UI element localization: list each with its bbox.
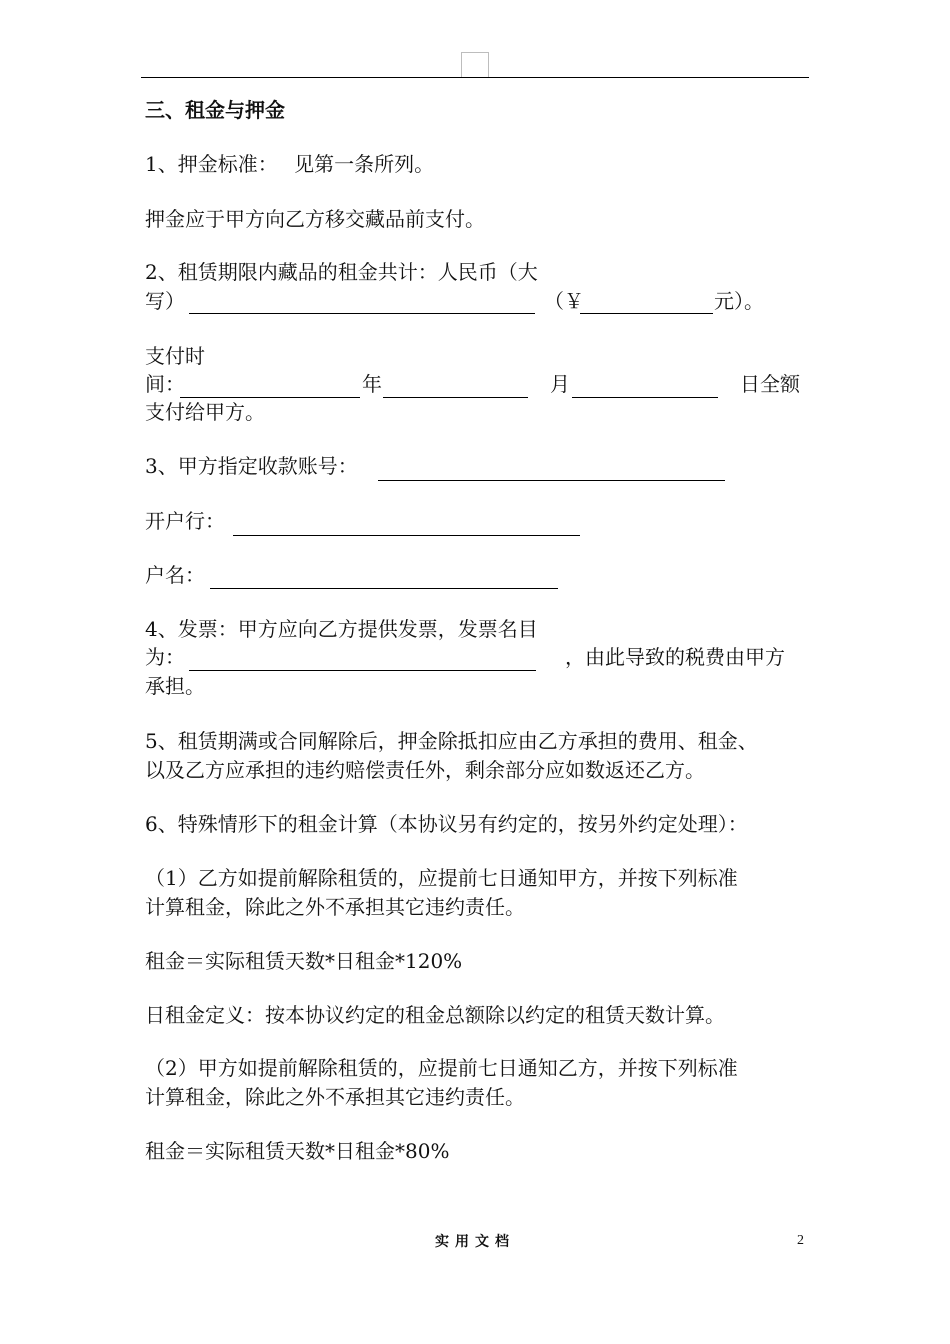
account-label: 3、甲方指定收款账号： — [145, 454, 358, 478]
day-label: 日全额 — [740, 372, 800, 396]
invoice-line3: 承担。 — [145, 674, 205, 698]
bank-name-blank[interactable] — [233, 535, 580, 536]
account-name-label: 户名： — [145, 563, 205, 587]
month-label: 月 — [550, 372, 570, 396]
rent-total-label: 写） — [145, 289, 185, 313]
deposit-return-line1: 5、租赁期满或合同解除后，押金除抵扣应由乙方承担的费用、租金、 — [145, 729, 758, 753]
invoice-line1: 4、发票：甲方应向乙方提供发票，发票名目 — [145, 617, 538, 641]
bank-label: 开户行： — [145, 509, 225, 533]
account-number-blank[interactable] — [378, 480, 725, 481]
daily-rent-definition: 日租金定义：按本协议约定的租金总额除以约定的租赁天数计算。 — [145, 1003, 725, 1027]
clause-2-line2: 计算租金，除此之外不承担其它违约责任。 — [145, 1085, 525, 1109]
clause-2-line1: （2）甲方如提前解除租赁的，应提前七日通知乙方，并按下列标准 — [145, 1056, 738, 1080]
account-name-blank[interactable] — [210, 588, 558, 589]
payment-day-blank[interactable] — [572, 397, 718, 398]
payment-time-line3: 支付给甲方。 — [145, 400, 265, 424]
rent-amount-number-blank[interactable] — [580, 313, 713, 314]
footer-label: 实用文档 — [435, 1234, 515, 1250]
rent-formula-80: 租金＝实际租赁天数*日租金*80% — [145, 1139, 450, 1163]
invoice-item-blank[interactable] — [189, 670, 536, 671]
rent-formula-120: 租金＝实际租赁天数*日租金*120% — [145, 949, 463, 973]
payment-time-line1: 支付时 — [145, 344, 205, 368]
page-number: 2 — [797, 1233, 804, 1248]
deposit-return-line2: 以及乙方应承担的违约赔偿责任外，剩余部分应如数返还乙方。 — [145, 758, 705, 782]
header-box — [461, 52, 489, 77]
section-title: 三、租金与押金 — [145, 98, 285, 122]
rent-amount-yen-label: （￥ — [544, 289, 584, 313]
rent-amount-words-blank[interactable] — [189, 313, 535, 314]
invoice-line2-tail: ，由此导致的税费由甲方 — [565, 645, 785, 669]
special-rent-heading: 6、特殊情形下的租金计算（本协议另有约定的，按另外约定处理）： — [145, 812, 748, 836]
header-rule — [141, 77, 809, 78]
rent-total-line1: 2、租赁期限内藏品的租金共计：人民币（大 — [145, 260, 538, 284]
rent-amount-unit: 元）。 — [714, 289, 764, 313]
clause-1-line1: （1）乙方如提前解除租赁的，应提前七日通知甲方，并按下列标准 — [145, 866, 738, 890]
clause-1-line2: 计算租金，除此之外不承担其它违约责任。 — [145, 895, 525, 919]
payment-month-blank[interactable] — [383, 397, 528, 398]
invoice-label: 为： — [145, 645, 185, 669]
deposit-standard: 1、押金标准： 见第一条所列。 — [145, 152, 435, 176]
year-label: 年 — [362, 372, 382, 396]
deposit-payment-time: 押金应于甲方向乙方移交藏品前支付。 — [145, 207, 485, 231]
payment-time-label: 间： — [145, 372, 185, 396]
